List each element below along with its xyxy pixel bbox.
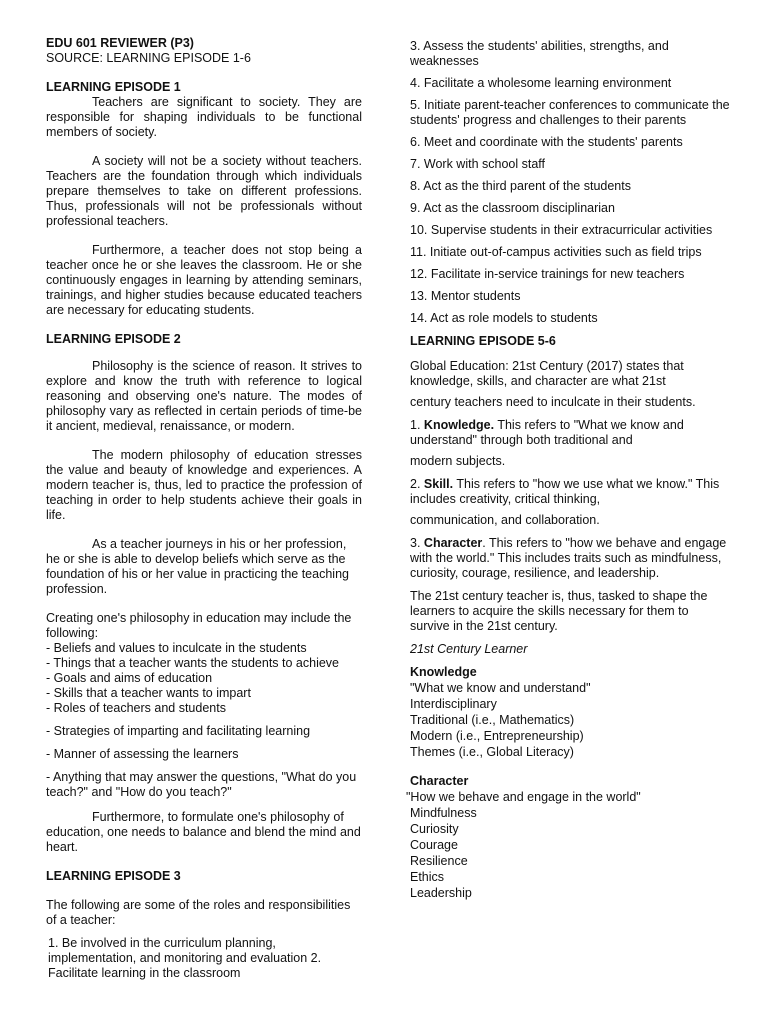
knowledge-term: Knowledge. (423, 418, 495, 432)
global-education-line-1: Global Education: 21st Century (2017) states that knowledge, skills, and character are what 21st (410, 359, 684, 388)
list-item: "How we behave and engage in the world" (406, 790, 641, 804)
source-line: SOURCE: LEARNING EPISODE 1-6 (46, 51, 251, 65)
role-item: 13. Mentor students (410, 289, 521, 303)
episode-2-paragraph-3: As a teacher journeys in his or her profession, he or she is able to develop beliefs which serve as the foundation of his or her value in practicing the teaching profession. (46, 537, 349, 596)
episode-1-paragraph-3: Furthermore, a teacher does not stop being a teacher once he or she leaves the classroom. He or she continuously engages in learning by attending seminars, trainings, and higher studies because educated teachers are necessary for educating students. (46, 243, 362, 317)
philosophy-list-intro: Creating one's philosophy in education may include the following: (46, 611, 352, 640)
list-item: Traditional (i.e., Mathematics) (410, 713, 575, 727)
philosophy-list (46, 641, 362, 716)
character-number: 3. (410, 536, 421, 550)
character-list (406, 789, 730, 901)
knowledge-definition (410, 418, 730, 448)
skill-term: Skill. (423, 477, 454, 491)
roles-item-1-2: 1. Be involved in the curriculum planning, implementation, and monitoring and evaluation 2. Facilitate learning in the classroom (48, 936, 322, 980)
role-item: 9. Act as the classroom disciplinarian (410, 201, 615, 215)
list-item: - Strategies of imparting and facilitating learning (46, 724, 311, 738)
list-item: "What we know and understand" (410, 681, 591, 695)
knowledge-heading: Knowledge (410, 665, 477, 679)
knowledge-list (410, 680, 730, 760)
knowledge-number: 1. (410, 418, 421, 432)
list-item: - Beliefs and values to inculcate in the students (46, 641, 307, 655)
role-item: 7. Work with school staff (410, 157, 546, 171)
knowledge-definition-cont: modern subjects. (410, 454, 506, 468)
list-item: Courage (410, 838, 458, 852)
learner-title: 21st Century Learner (410, 642, 528, 656)
left-column (46, 36, 362, 981)
role-item: 8. Act as the third parent of the students (410, 179, 631, 193)
global-education-line-2: century teachers need to inculcate in their students. (410, 395, 696, 409)
character-text: . This refers to "how we behave and engage with the world." This includes traits such as mindfulness, curiosity, courage, resilience, and leadership. (410, 536, 727, 580)
skill-definition-cont: communication, and collaboration. (410, 513, 600, 527)
knowledge-text: This refers to "What we know and understand" through both traditional and (410, 418, 684, 447)
role-item: 6. Meet and coordinate with the students' parents (410, 135, 683, 149)
episode-1-heading: LEARNING EPISODE 1 (46, 80, 181, 94)
role-item: 5. Initiate parent-teacher conferences to communicate the students' progress and challenges to their parents (410, 98, 730, 127)
role-item: 12. Facilitate in-service trainings for new teachers (410, 267, 685, 281)
episode-5-6-paragraph: The 21st century teacher is, thus, tasked to shape the learners to acquire the skills necessary for them to survive in the 21st century. (410, 589, 708, 633)
list-item: - Anything that may answer the questions, "What do you teach?" and "How do you teach?" (46, 770, 357, 799)
list-item: Modern (i.e., Entrepreneurship) (410, 729, 584, 743)
role-item: 11. Initiate out-of-campus activities such as field trips (410, 245, 702, 259)
role-item: 3. Assess the students' abilities, strengths, and weaknesses (410, 39, 669, 68)
episode-2-heading: LEARNING EPISODE 2 (46, 332, 181, 346)
role-item: 14. Act as role models to students (410, 311, 598, 325)
list-item: - Things that a teacher wants the students to achieve (46, 656, 339, 670)
episode-1-paragraph-1: Teachers are significant to society. They are responsible for shaping individuals to be functional members of society. (46, 95, 362, 139)
list-item: - Roles of teachers and students (46, 701, 226, 715)
episode-5-6-heading: LEARNING EPISODE 5-6 (410, 334, 556, 348)
document-title: EDU 601 REVIEWER (P3) (46, 36, 194, 50)
list-item: Curiosity (410, 822, 459, 836)
episode-3-intro: The following are some of the roles and responsibilities of a teacher: (46, 898, 351, 927)
list-item: Resilience (410, 854, 468, 868)
list-item: - Skills that a teacher wants to impart (46, 686, 251, 700)
skill-definition (410, 477, 730, 507)
character-term: Character (423, 536, 483, 550)
episode-2-paragraph-1: Philosophy is the science of reason. It strives to explore and know the truth with reference to logical reasoning and observing one's nature. The modes of philosophy vary as reflected in certain periods of time-be it ancient, medieval, renaissance, or modern. (46, 359, 362, 433)
list-item: Mindfulness (410, 806, 477, 820)
list-item: Leadership (410, 886, 472, 900)
character-heading: Character (410, 774, 469, 788)
list-item: - Goals and aims of education (46, 671, 213, 685)
list-item: Ethics (410, 870, 445, 884)
episode-1-paragraph-2: A society will not be a society without teachers. Teachers are the foundation through which individuals prepare themselves to take on different professions. Thus, professionals will not be professionals without professional teachers. (46, 154, 362, 228)
role-item: 4. Facilitate a wholesome learning environment (410, 76, 672, 90)
list-item: - Manner of assessing the learners (46, 747, 239, 761)
right-column (406, 39, 730, 901)
episode-3-heading: LEARNING EPISODE 3 (46, 869, 181, 883)
list-item: Interdisciplinary (410, 697, 497, 711)
episode-2-paragraph-4: Furthermore, to formulate one's philosophy of education, one needs to balance and blend the mind and heart. (46, 810, 361, 854)
character-definition (410, 536, 730, 581)
skill-number: 2. (410, 477, 421, 491)
list-item: Themes (i.e., Global Literacy) (410, 745, 574, 759)
skill-text: This refers to "how we use what we know." This includes creativity, critical thinking, (410, 477, 720, 506)
episode-2-paragraph-2: The modern philosophy of education stresses the value and beauty of knowledge and experiences. A modern teacher is, thus, led to practice the profession of teaching in order to help students achieve their goals in life. (46, 448, 362, 522)
role-item: 10. Supervise students in their extracurricular activities (410, 223, 713, 237)
